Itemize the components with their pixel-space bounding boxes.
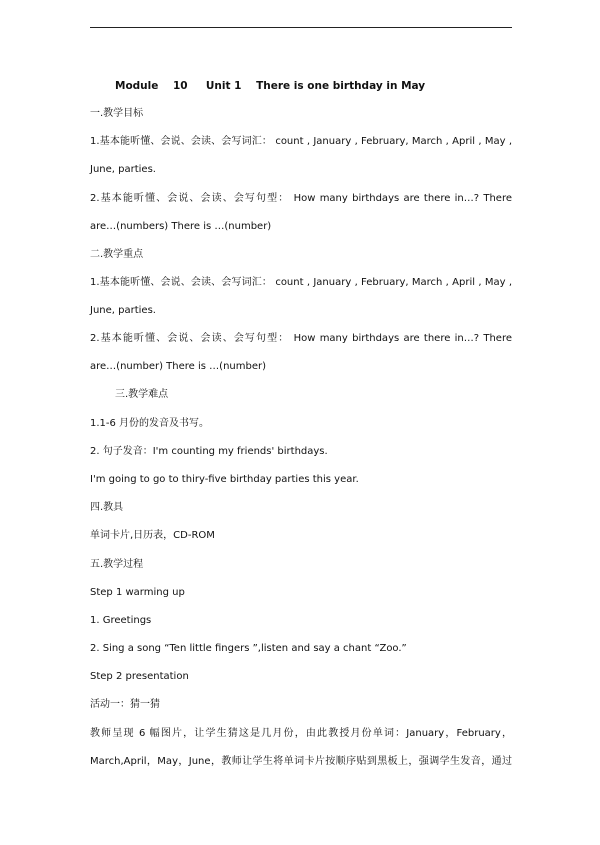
list-item: 1. Greetings — [90, 615, 152, 626]
text-line: March,April，May，June，教师让学生将单词卡片按顺序贴到黑板上，强调学生发音，通过 — [90, 756, 512, 767]
text-line: are…(number) There is …(number) — [90, 361, 267, 372]
text-line: 1.1-6 月份的发音及书写。 — [90, 418, 210, 429]
text-line: 教师呈现 6 幅图片，让学生猜这是几月份，由此教授月份单词：January，February， — [90, 728, 512, 739]
text-line: 单词卡片,日历表，CD-ROM — [90, 530, 215, 541]
section-heading-materials: 四.教具 — [90, 502, 124, 513]
text-line: 2. 句子发音：I'm counting my friends' birthdays. — [90, 446, 328, 457]
text-line: 2.基本能听懂、会说、会读、会写句型： How many birthdays are there in…? There — [90, 333, 512, 344]
activity-heading: 活动一：猜一猜 — [90, 699, 160, 710]
step-heading: Step 2 presentation — [90, 671, 189, 682]
section-heading-objectives: 一.教学目标 — [90, 108, 144, 119]
step-heading: Step 1 warming up — [90, 587, 185, 598]
text-line: June, parties. — [90, 305, 156, 316]
header-rule — [90, 27, 512, 28]
section-heading-procedure: 五.教学过程 — [90, 559, 144, 570]
text-line: 2.基本能听懂、会说、会读、会写句型： How many birthdays are there in…? There — [90, 193, 512, 204]
text-line: 1.基本能听懂、会说、会读、会写词汇： count , January , February, March , April , May , — [90, 277, 512, 288]
text-line: I'm going to go to thiry-five birthday parties this year. — [90, 474, 359, 485]
text-line: 1.基本能听懂、会说、会读、会写词汇： count , January , February, March , April , May , — [90, 136, 512, 147]
document-title: Module 10 Unit 1 There is one birthday in May — [115, 80, 426, 92]
section-heading-difficulties: 三.教学难点 — [115, 389, 169, 400]
section-heading-key-points: 二.教学重点 — [90, 249, 144, 260]
list-item: 2. Sing a song “Ten little fingers ”,listen and say a chant “Zoo.” — [90, 643, 407, 654]
text-line: June, parties. — [90, 164, 156, 175]
text-line: are…(numbers) There is …(number) — [90, 221, 272, 232]
